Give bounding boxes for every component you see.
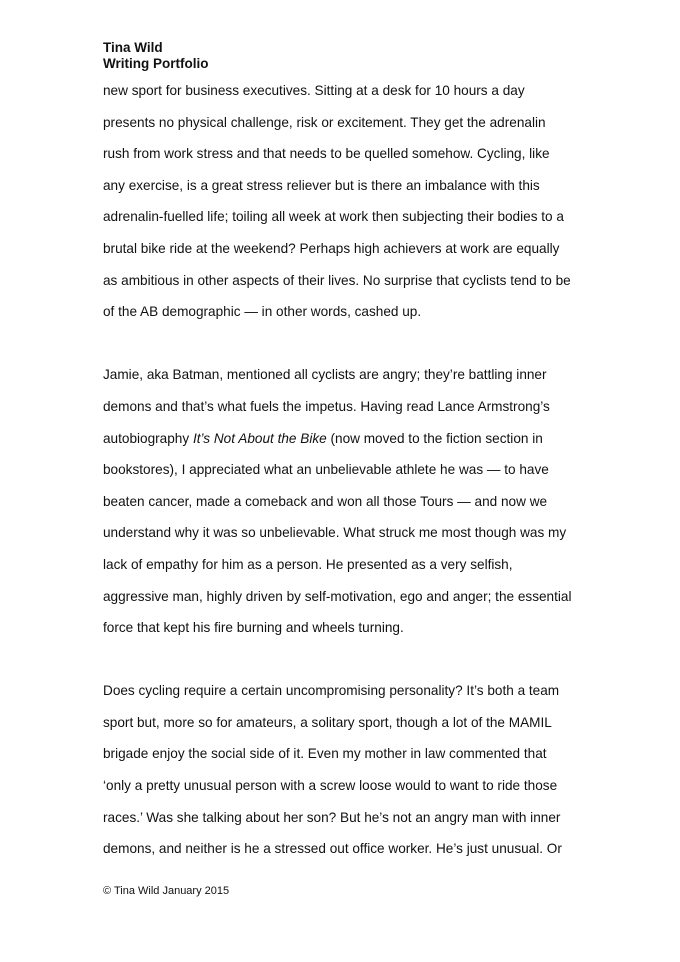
text-line: of the AB demographic — in other words, cashed up. — [103, 304, 422, 320]
text-line: brutal bike ride at the weekend? Perhaps high achievers at work are equally — [103, 240, 560, 256]
text-line: lack of empathy for him as a person. He presented as a very selfish, — [103, 556, 513, 572]
text-line: Does cycling require a certain uncompromising personality? It’s both a team — [103, 683, 560, 699]
text-line: presents no physical challenge, risk or excitement. They get the adrenalin — [103, 114, 546, 130]
text-line: bookstores), I appreciated what an unbelievable athlete he was — to have — [103, 462, 549, 478]
paragraph-spacer — [103, 333, 583, 365]
copyright-notice: © Tina Wild January 2015 — [103, 885, 230, 897]
text-line: Jamie, aka Batman, mentioned all cyclists are angry; they’re battling inner — [103, 367, 547, 383]
text-line: brigade enjoy the social side of it. Even my mother in law commented that — [103, 746, 547, 762]
text-line: sport but, more so for amateurs, a solitary sport, though a lot of the MAMIL — [103, 714, 552, 730]
text-line: aggressive man, highly driven by self-motivation, ego and anger; the essential — [103, 588, 572, 604]
text-line: demons, and neither is he a stressed out office worker. He’s just unusual. Or — [103, 841, 562, 857]
text-line: beaten cancer, made a comeback and won all those Tours — and now we — [103, 493, 548, 509]
paragraph — [103, 680, 583, 870]
text-line: force that kept his fire burning and wheels turning. — [103, 620, 404, 636]
page-header — [103, 40, 208, 72]
text-line: autobiography It’s Not About the Bike (now moved to the fiction section in — [103, 430, 543, 446]
text-line: adrenalin-fuelled life; toiling all week at work then subjecting their bodies to a — [103, 209, 564, 225]
text-line: races.’ Was she talking about her son? But he’s not an angry man with inner — [103, 809, 561, 825]
page-footer — [103, 884, 229, 898]
paragraph — [103, 364, 583, 648]
author-name: Tina Wild — [103, 40, 163, 55]
document-body — [103, 80, 583, 870]
book-title: It’s Not About the Bike — [192, 430, 327, 446]
text-line: ‘only a pretty unusual person with a screw loose would to want to ride those — [103, 778, 558, 794]
text-line: new sport for business executives. Sitting at a desk for 10 hours a day — [103, 83, 525, 98]
paragraph — [103, 80, 583, 333]
text-line: rush from work stress and that needs to be quelled somehow. Cycling, like — [103, 146, 550, 162]
text-line: any exercise, is a great stress reliever but is there an imbalance with this — [103, 177, 540, 193]
paragraph-spacer — [103, 649, 583, 681]
text-line: as ambitious in other aspects of their lives. No surprise that cyclists tend to be — [103, 272, 571, 288]
text-line: demons and that’s what fuels the impetus. Having read Lance Armstrong’s — [103, 398, 550, 414]
portfolio-title: Writing Portfolio — [103, 56, 209, 71]
text-line: understand why it was so unbelievable. What struck me most though was my — [103, 525, 567, 541]
